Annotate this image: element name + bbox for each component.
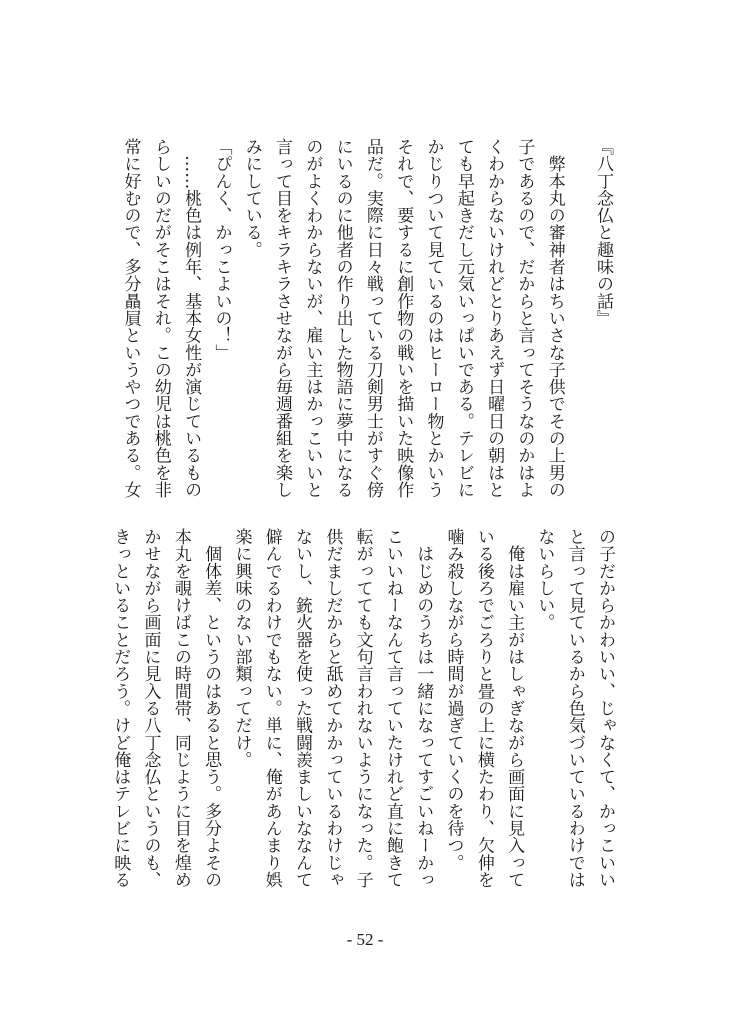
story-title: 『八丁念仏と趣味の話』 [593,138,613,327]
text-line: 供だましだからと舐めてかかっているわけじゃ [322,528,343,889]
text-line: らしいのだがそこはそれ。この幼児は桃色を非 [150,138,171,499]
text-line: 品だ。実際に日々戦っている刀剣男士がすぐ傍 [362,138,383,499]
text-line: はじめのうちは一緒になってすごいねーかっ [413,528,434,889]
text-line: 弊本丸の審神者はちいさな子供でその上男の [544,138,565,499]
text-line: 個体差、というのはあると思う。多分よその [201,528,222,889]
text-line: 本丸を覗けばこの時間帯、同じように目を煌め [170,528,191,889]
text-line: いる後ろでごろりと畳の上に横たわり、欠伸を [473,528,494,889]
text-line: のがよくわからないが、雇い主はかっこいいと [302,138,323,499]
text-line: にいるのに他者の作り出した物語に夢中になる [332,138,353,499]
text-line: くわからないけれどとりあえず日曜日の朝はと [484,138,505,499]
text-line: ないらしい。 [534,528,555,631]
text-line: 楽に興味のない部類ってだけ。 [231,528,252,769]
upper-text-block [115,138,618,500]
text-line: かじりついて見ているのはヒーロー物とかいう [423,138,444,499]
text-line: ないし、銃火器を使った戦闘羨ましいななんて [292,528,313,889]
text-line: ても早起きだし元気いっぱいである。テレビに [453,138,474,499]
text-line: こいいねーなんて言っていたけれど直に飽きて [382,528,403,889]
text-line: 言って目をキラキラさせながら毎週番組を楽し [272,138,293,499]
page-number: - 52 - [346,930,384,949]
text-line: きっといることだろう。けど俺はテレビに映る [110,528,131,889]
text-line: 俺は雇い主がはしゃぎながら画面に見入って [504,528,525,889]
text-line: の子だからかわいい、じゃなくて、かっこいい [595,528,615,889]
text-line: 「ぴんく、かっこよいの！」 [211,138,232,361]
text-line: ……桃色は例年、基本女性が演じているもの [181,138,202,499]
text-line: かせながら画面に見入る八丁念仏というのも、 [140,528,161,889]
text-line: 転がってても文句言われないようになった。子 [352,528,373,889]
text-line: 噛み殺しながら時間が過ぎていくのを待つ。 [443,528,464,871]
text-line: 子であるので、だからと言ってそうなのかはよ [514,138,535,499]
text-line: それで、要するに創作物の戦いを描いた映像作 [393,138,414,499]
text-line: 常に好むので、多分贔屓というやつである。女 [120,138,141,499]
text-line: と言って見ているから色気づいているわけでは [564,528,585,889]
text-line: みにしている。 [241,138,262,259]
text-line: 僻んでるわけでもない。単に、俺があんまり娯 [261,528,282,889]
lower-text-block [105,528,620,890]
